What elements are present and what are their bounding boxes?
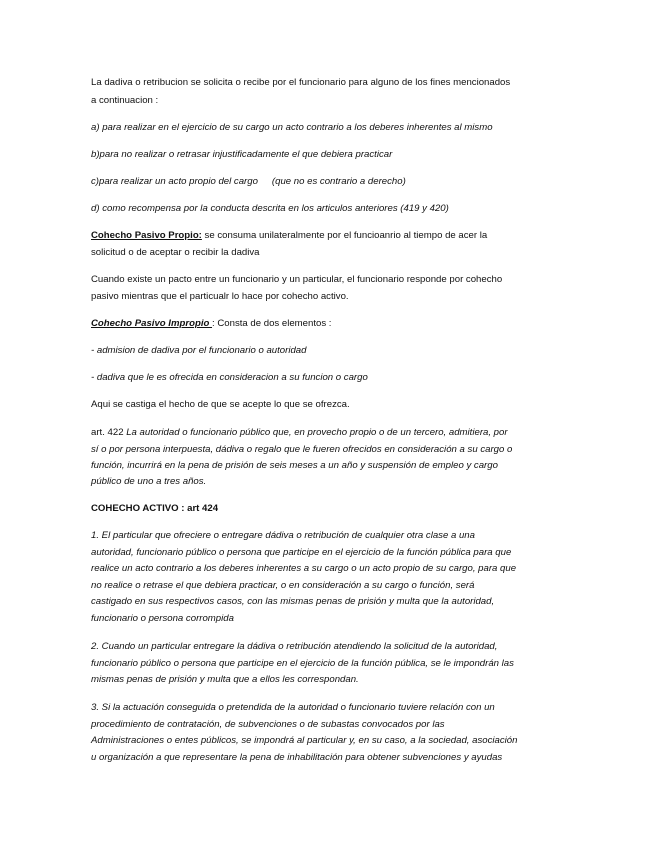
fin-b: b)para no realizar o retrasar injustificadamente el que debiera practicar: [91, 149, 393, 160]
impropio-element-1: - admision de dadiva por el funcionario o autoridad: [91, 345, 307, 356]
p3-line-3: Administraciones o entes públicos, se impondrá al particular y, en su caso, a la sociedad, asociación: [91, 735, 518, 746]
p3-line-4: u organización a que representare la pena de inhabilitación para obtener subvenciones y ayudas: [91, 752, 503, 763]
art422-label: art. 422: [91, 427, 124, 438]
p1-line-4: no realice o retrase el que debiera practicar, o en consideración a su cargo o función, será: [91, 580, 475, 591]
p2-line-2: funcionario público o persona que participe en el ejercicio de la función pública, se le impondrán las: [91, 658, 514, 669]
p1-line-3: realice un acto contrario a los deberes inherentes a su cargo o un acto propio de su cargo, para que: [91, 563, 517, 574]
propio-line-1: [91, 228, 487, 244]
p1-line-6: funcionario o persona corrompida: [91, 613, 234, 624]
p3-line-2: procedimiento de contratación, de subvenciones o de subastas convocados por las: [91, 719, 445, 730]
art422-line-3: función, incurrirá en la pena de prisión de seis meses a un año y suspensión de empleo y cargo: [91, 460, 498, 471]
p1-line-5: castigado en sus respectivos casos, con las mismas penas de prisión y multa que la autoridad,: [91, 596, 495, 607]
fin-d: d) como recompensa por la conducta descrita en los articulos anteriores (419 y 420): [91, 203, 449, 214]
impropio-element-2: - dadiva que le es ofrecida en consideracion a su funcion o cargo: [91, 372, 368, 383]
art422-text-1: La autoridad o funcionario público que, en provecho propio o de un tercero, admitiera, por: [123, 427, 508, 438]
impropio-line: [91, 316, 331, 332]
propio-line-2: solicitud o de aceptar o recibir la dadiva: [91, 247, 260, 258]
art422-line-1: [91, 425, 508, 441]
impropio-title: Cohecho Pasivo Impropio: [91, 318, 213, 329]
cohecho-activo-heading: [91, 501, 218, 517]
art422-line-4: público de uno a tres años.: [91, 476, 207, 487]
impropio-text: : Consta de dos elementos :: [212, 318, 332, 329]
fin-a: a) para realizar en el ejercicio de su cargo un acto contrario a los deberes inherentes al mismo: [91, 122, 493, 133]
cohecho-activo-num: 424: [202, 503, 219, 514]
pacto-line-1: Cuando existe un pacto entre un funcionario y un particular, el funcionario responde por cohecho: [91, 274, 503, 285]
fin-c-text: c)para realizar un acto propio del cargo: [91, 176, 258, 187]
intro-line-2: a continuacion :: [91, 95, 159, 106]
cohecho-activo-title: COHECHO ACTIVO : art: [91, 503, 203, 514]
p2-line-1: 2. Cuando un particular entregare la dádiva o retribución atendiendo la solicitud de la autoridad,: [91, 641, 498, 652]
propio-title: Cohecho Pasivo Propio:: [91, 230, 202, 241]
pacto-line-2: pasivo mientras que el particualr lo hace por cohecho activo.: [91, 291, 349, 302]
castiga-line: Aqui se castiga el hecho de que se acepte lo que se ofrezca.: [91, 399, 350, 410]
p3-line-1: 3. Si la actuación conseguida o pretendida de la autoridad o funcionario tuviere relación con un: [91, 702, 495, 713]
p1-line-1: 1. El particular que ofreciere o entregare dádiva o retribución de cualquier otra clase a una: [91, 530, 475, 541]
p1-line-2: autoridad, funcionario público o persona que participe en el ejercicio de la función pública para que: [91, 547, 512, 558]
intro-line-1: La dadiva o retribucion se solicita o recibe por el funcionario para alguno de los fines mencionados: [91, 77, 511, 88]
fin-c: [91, 174, 406, 190]
propio-text: se consuma unilateralmente por el funcioanrio al tiempo de acer la: [201, 230, 488, 241]
p2-line-3: mismas penas de prisión y multa que a ellos les correspondan.: [91, 674, 359, 685]
art422-line-2: sí o por persona interpuesta, dádiva o regalo que le fueren ofrecidos en consideración a su cargo o: [91, 444, 513, 455]
fin-c-note: (que no es contrario a derecho): [271, 176, 406, 187]
